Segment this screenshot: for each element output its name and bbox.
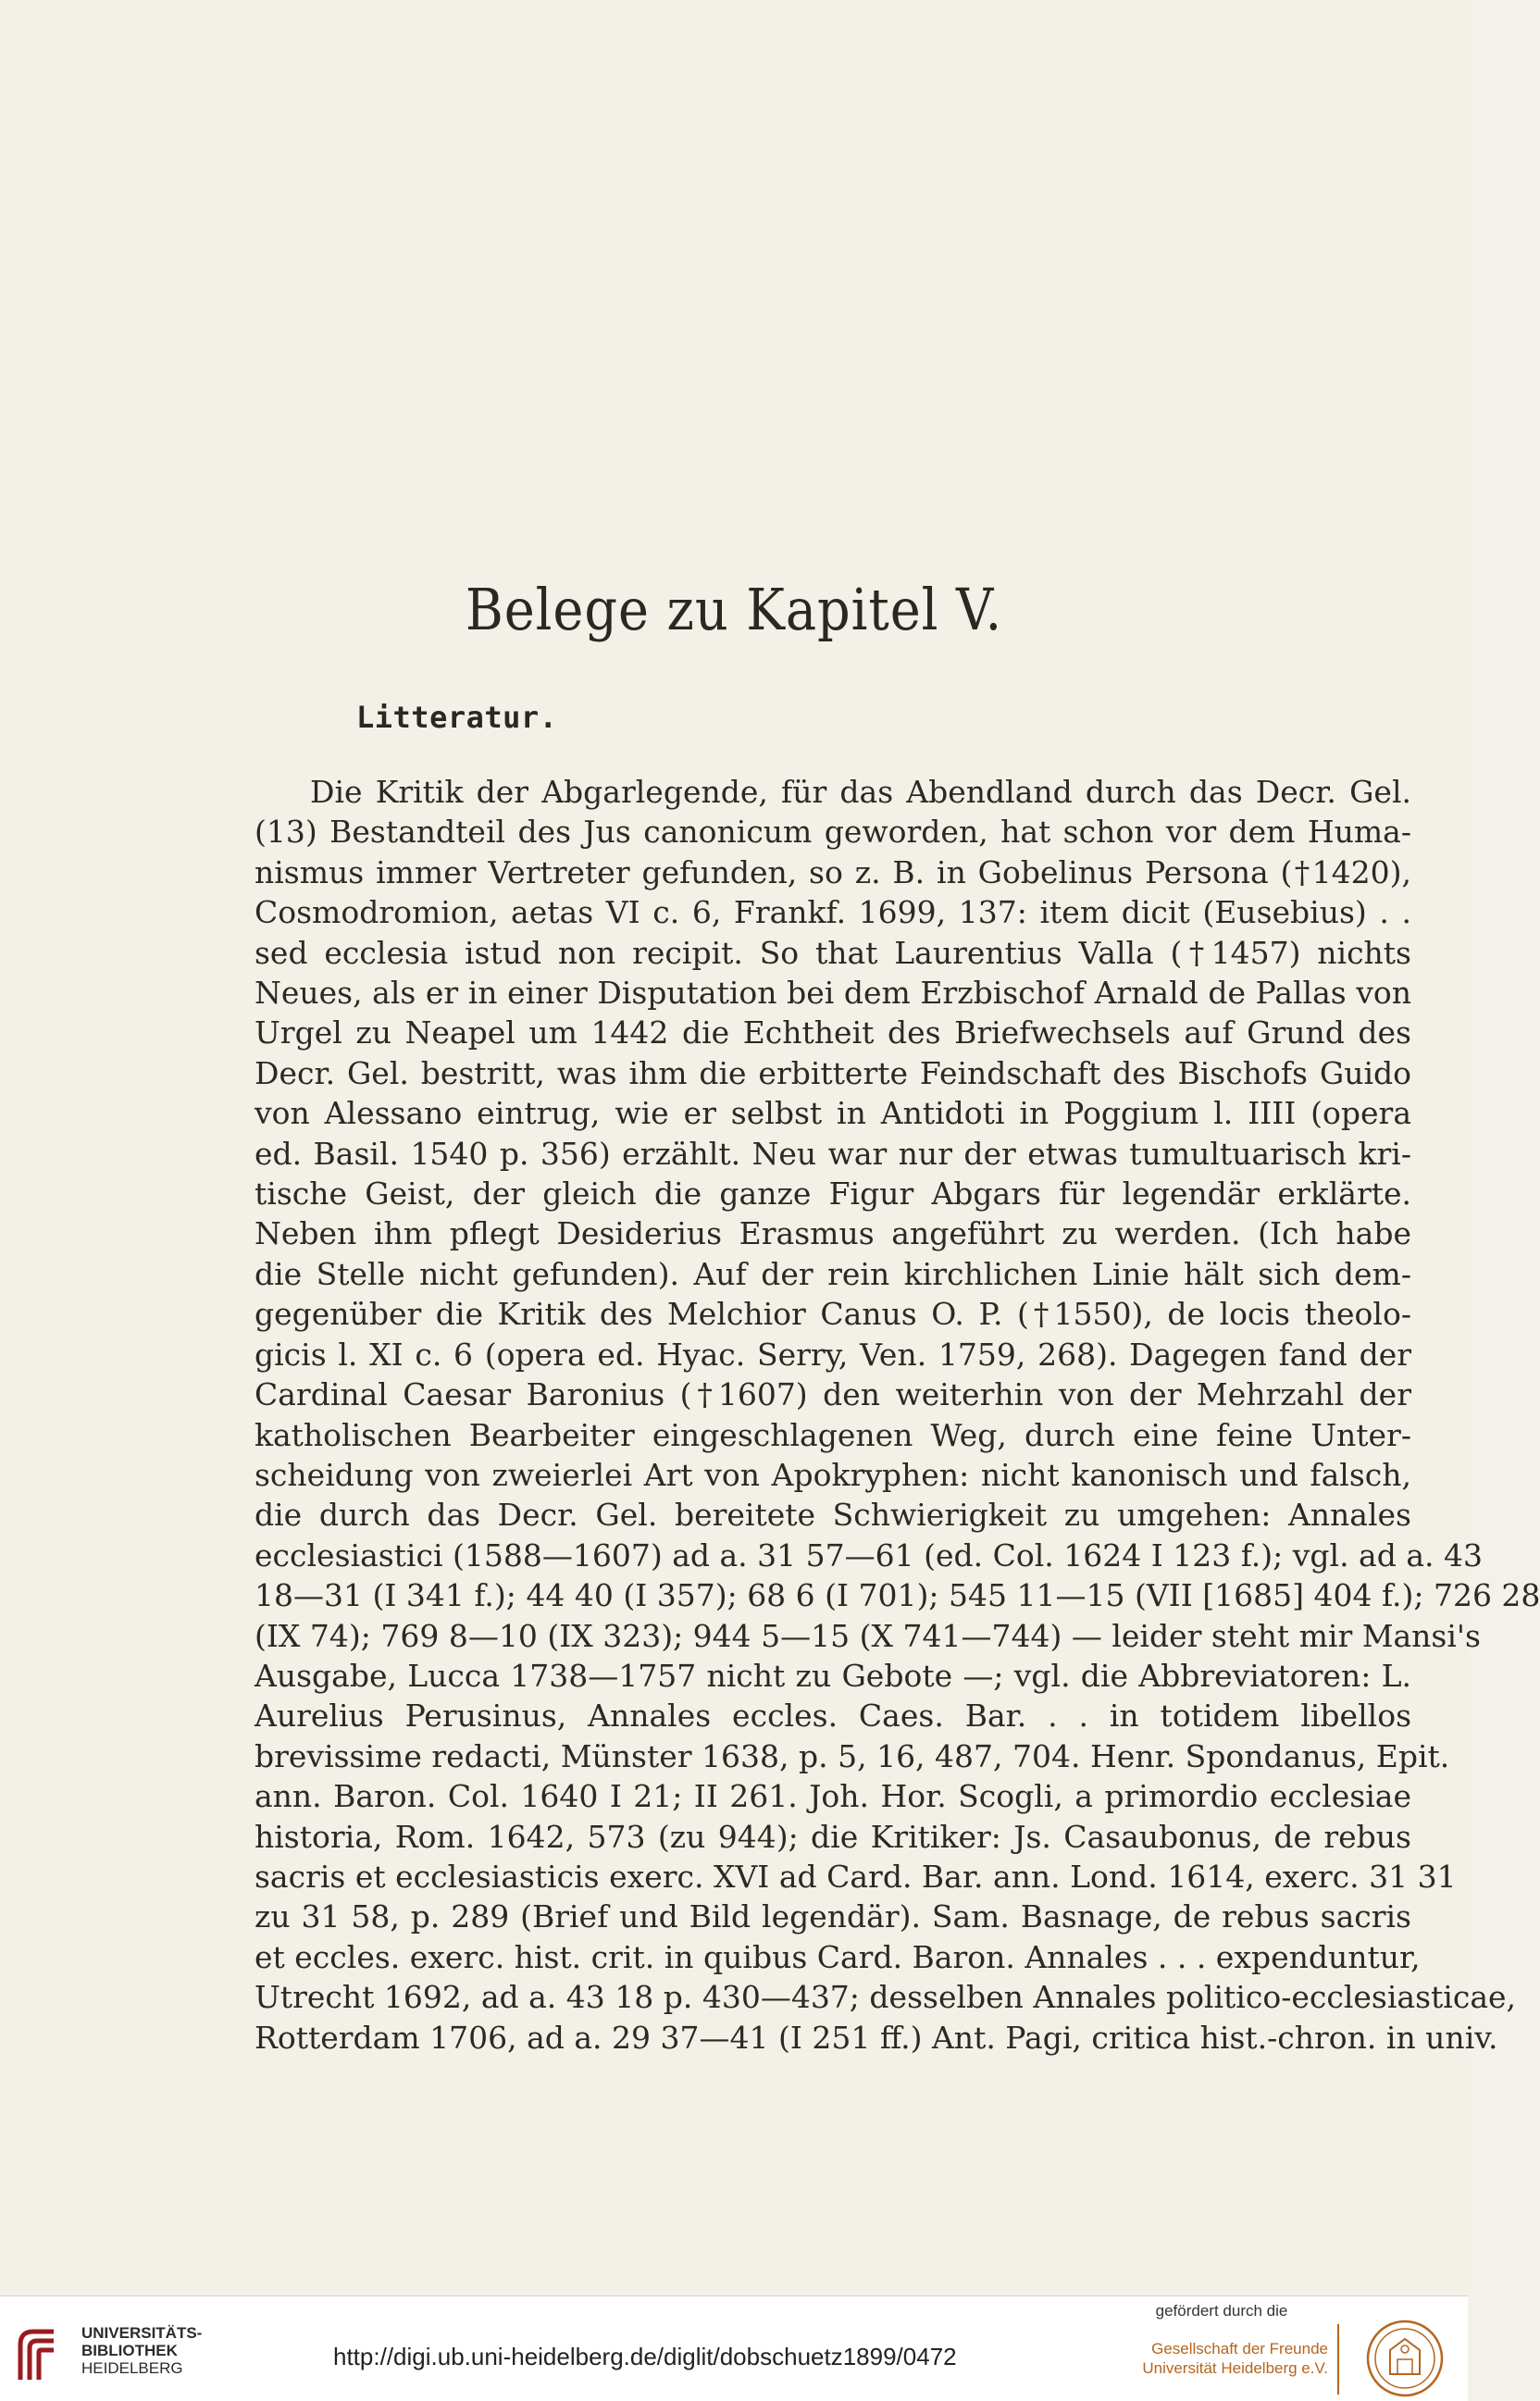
text-line: katholischen Bearbeiter eingeschlagenen Weg, durch eine feine Unter- (255, 1416, 1411, 1453)
text-line: Cosmodromion, aetas VI c. 6, Frankf. 1699, 137: item dicit (Eusebius) . . (255, 894, 1411, 931)
text-line: zu 31 58, p. 289 (Brief und Bild legendär). Sam. Basnage, de rebus sacris (255, 1898, 1411, 1935)
society-name-line: Gesellschaft der Freunde (1151, 2340, 1328, 2357)
text-line: Neben ihm pflegt Desiderius Erasmus angeführt zu werden. (Ich habe (255, 1215, 1411, 1252)
text-line: nismus immer Vertreter gefunden, so z. B. in Gobelinus Persona (†1420), (255, 853, 1411, 890)
text-line: Utrecht 1692, ad a. 43 18 p. 430—437; desselben Annales politico-ecclesiasticae, (255, 1979, 1517, 2016)
society-name-line: Universität Heidelberg e.V. (1142, 2359, 1328, 2377)
text-line: gegenüber die Kritik des Melchior Canus O. P. (†1550), de locis theolo- (255, 1296, 1411, 1333)
chapter-title: Belege zu Kapitel V. (465, 576, 1003, 643)
digitization-footer (0, 2295, 1468, 2401)
university-seal-icon (1362, 2319, 1447, 2398)
supported-by-label: gefördert durch die (1155, 2302, 1288, 2320)
text-line: gicis l. XI c. 6 (opera ed. Hyac. Serry, Ven. 1759, 268). Dagegen fand der (255, 1336, 1411, 1373)
text-line: Neues, als er in einer Disputation bei dem Erzbischof Arnald de Pallas von (255, 975, 1411, 1012)
library-logo-icon (13, 2324, 61, 2383)
text-line: sacris et ecclesiasticis exerc. XVI ad Card. Bar. ann. Lond. 1614, exerc. 31 31 (255, 1858, 1457, 1895)
library-name-line: HEIDELBERG (81, 2359, 183, 2377)
text-line: ed. Basil. 1540 p. 356) erzählt. Neu war nur der etwas tumultuarisch kri- (255, 1135, 1411, 1172)
text-line: 18—31 (I 341 f.); 44 40 (I 357); 68 6 (I 701); 545 11—15 (VII [1685] 404 f.); 726 28 (255, 1577, 1540, 1614)
text-line: (IX 74); 769 8—10 (IX 323); 944 5—15 (X 741—744) — leider steht mir Mansi's (255, 1617, 1481, 1654)
text-line: Rotterdam 1706, ad a. 29 37—41 (I 251 ff.) Ant. Pagi, critica hist.-chron. in univ. (255, 2019, 1498, 2056)
footer-divider (1337, 2324, 1339, 2395)
text-line: Ausgabe, Lucca 1738—1757 nicht zu Gebote —; vgl. die Abbreviatoren: L. (255, 1657, 1411, 1694)
text-line: Decr. Gel. bestritt, was ihm die erbitterte Feindschaft des Bischofs Guido (255, 1054, 1411, 1091)
text-line: brevissime redacti, Münster 1638, p. 5, 16, 487, 704. Henr. Spondanus, Epit. (255, 1737, 1450, 1774)
text-line: (13) Bestandteil des Jus canonicum geworden, hat schon vor dem Huma- (255, 814, 1411, 851)
text-line: historia, Rom. 1642, 573 (zu 944); die Kritiker: Js. Casaubonus, de rebus (255, 1818, 1411, 1855)
library-name-line: BIBLIOTHEK (81, 2342, 178, 2359)
text-line: Aurelius Perusinus, Annales eccles. Caes. Bar. . . in totidem libellos (255, 1698, 1411, 1735)
text-line: sed ecclesia istud non recipit. So that Laurentius Valla (†1457) nichts (255, 934, 1411, 971)
library-name (81, 2324, 202, 2377)
library-name-line: UNIVERSITÄTS- (81, 2324, 203, 2342)
text-line: tische Geist, der gleich die ganze Figur Abgars für legendär erklärte. (255, 1176, 1411, 1213)
text-line: von Alessano eintrug, wie er selbst in Antidoti in Poggium l. IIII (opera (255, 1095, 1411, 1132)
text-line: scheidung von zweierlei Art von Apokryphen: nicht kanonisch und falsch, (255, 1456, 1411, 1493)
text-line: Cardinal Caesar Baronius (†1607) den weiterhin von der Mehrzahl der (255, 1376, 1411, 1413)
section-heading: Litteratur. (356, 700, 558, 735)
text-line: Urgel zu Neapel um 1442 die Echtheit des Briefwechsels auf Grund des (255, 1014, 1411, 1051)
text-line: Die Kritik der Abgarlegende, für das Abendland durch das Decr. Gel. (310, 774, 1411, 810)
text-line: die Stelle nicht gefunden). Auf der rein kirchlichen Linie hält sich dem- (255, 1255, 1411, 1292)
society-name (1120, 2339, 1328, 2378)
body-paragraph (255, 772, 1540, 2058)
text-line: die durch das Decr. Gel. bereitete Schwierigkeit zu umgehen: Annales (255, 1497, 1411, 1534)
text-line: ann. Baron. Col. 1640 I 21; II 261. Joh. Hor. Scogli, a primordio ecclesiae (255, 1778, 1411, 1815)
text-line: ecclesiastici (1588—1607) ad a. 31 57—61 (ed. Col. 1624 I 123 f.); vgl. ad a. 43 (255, 1536, 1483, 1574)
permalink-url[interactable]: http://digi.ub.uni-heidelberg.de/diglit/dobschuetz1899/0472 (333, 2343, 957, 2370)
text-line: et eccles. exerc. hist. crit. in quibus Card. Baron. Annales . . . expenduntur, (255, 1938, 1421, 1975)
